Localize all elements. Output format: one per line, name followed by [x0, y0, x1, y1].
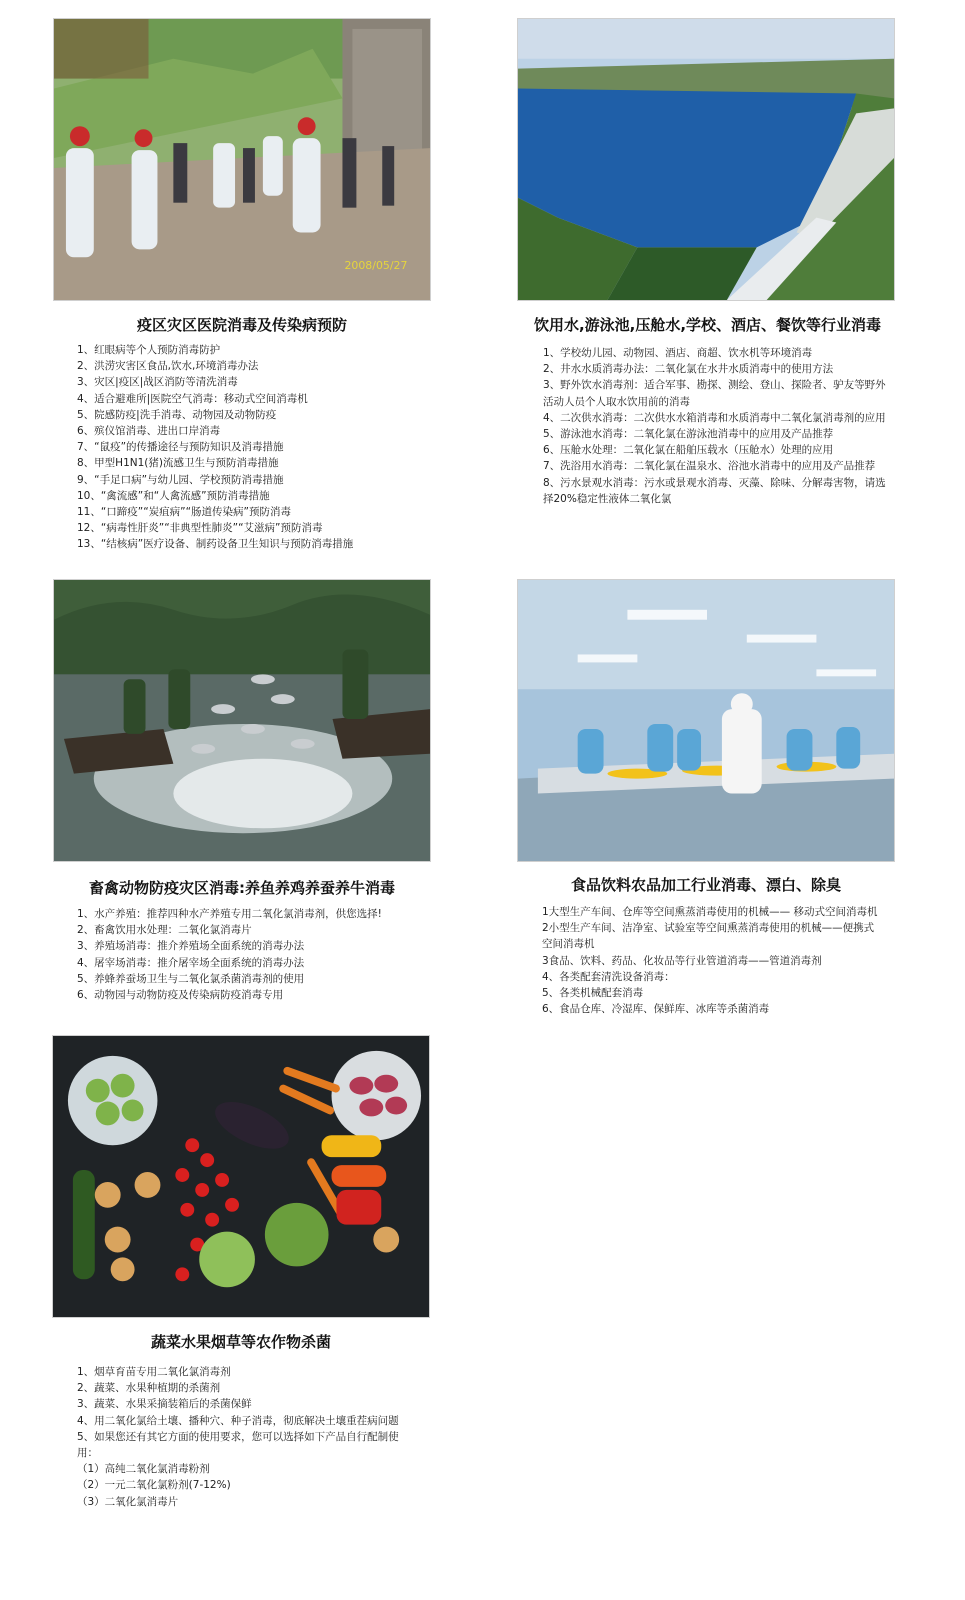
list-item: 3、养殖场消毒：推介养殖场全面系统的消毒办法 [77, 940, 305, 953]
reservoir-dam-photo [517, 18, 895, 301]
list-item: 2、畜禽饮用水处理：二氧化氯消毒片 [77, 924, 252, 937]
list-item: 3、灾区|疫区|战区消防等清洗消毒 [77, 376, 238, 389]
section-title-livestock: 畜禽动物防疫灾区消毒:养鱼养鸡养蚕养牛消毒 [88, 879, 395, 897]
hospital-list [77, 342, 457, 553]
list-item: 1大型生产车间、仓库等空间熏蒸消毒使用的机械—— 移动式空间消毒机 [542, 906, 878, 918]
list-item: 7、“鼠疫”的传播途径与预防知识及消毒措施 [77, 441, 284, 454]
list-item: 6、食品仓库、冷湿库、保鲜库、冰库等杀菌消毒 [542, 1003, 770, 1016]
list-item: 11、“口蹄疫”“炭疽病”“肠道传染病”预防消毒 [77, 506, 291, 519]
list-item: 3、野外饮水消毒剂：适合军事、勘探、测绘、登山、探险者、驴友等野外活动人员个人取水饮用前的消毒 [543, 379, 886, 408]
section-title-food: 食品饮料农品加工行业消毒、漂白、除臭 [570, 876, 841, 894]
water-list [543, 345, 893, 507]
list-item: 2、井水水质消毒办法：二氧化氯在水井水质消毒中的使用方法 [543, 363, 834, 376]
list-item: 4、屠宰场消毒：推介屠宰场全面系统的消毒办法 [77, 956, 305, 969]
epidemic-disinfection-photo [53, 18, 431, 301]
list-item: 1、红眼病等个人预防消毒防护 [77, 344, 221, 356]
list-item: 12、“病毒性肝炎”“非典型性肺炎”“艾滋病”预防消毒 [77, 522, 323, 535]
list-item: 8、甲型H1N1(猪)流感卫生与预防消毒措施 [77, 457, 279, 470]
list-item: 4、适合避难所|医院空气消毒：移动式空间消毒机 [77, 392, 308, 405]
list-item: 5、如果您还有其它方面的使用要求，您可以选择如下产品自行配制使用： [77, 1430, 399, 1460]
list-item: 1、烟草育苗专用二氧化氯消毒剂 [77, 1366, 231, 1378]
list-item: 10、“禽流感”和“人禽流感”预防消毒措施 [77, 489, 270, 502]
food-list [542, 904, 882, 1017]
list-item: 5、院感防疫|洗手消毒、动物园及动物防疫 [77, 408, 277, 421]
list-item: 5、游泳池水消毒：二氧化氯在游泳池消毒中的应用及产品推荐 [543, 428, 834, 441]
livestock-list [77, 906, 457, 1003]
list-item: 8、污水景观水消毒：污水或景观水消毒、灭藻、除味、分解毒害物，请选择20%稳定性液体二氧化氯 [543, 476, 886, 505]
list-item: （1）高纯二氧化氯消毒粉剂 [77, 1463, 210, 1476]
list-item: 6、压舱水处理：二氧化氯在船舶压载水（压舱水）处理的应用 [543, 444, 834, 457]
list-item: 4、二次供水消毒：二次供水水箱消毒和水质消毒中二氧化氯消毒剂的应用 [543, 411, 886, 424]
list-item: 1、水产养殖：推荐四种水产养殖专用二氧化氯消毒剂，供您选择! [77, 908, 382, 920]
list-item: 6、殡仪馆消毒、进出口岸消毒 [77, 425, 221, 438]
fish-pond-photo [53, 579, 431, 862]
vegetables-photo [52, 1035, 430, 1318]
photo-date-stamp: 2008/05/27 [344, 259, 408, 273]
section-title-vegetables: 蔬菜水果烟草等农作物杀菌 [150, 1333, 331, 1351]
list-item: 2、洪涝灾害区食品,饮水,环境消毒办法 [77, 360, 259, 373]
list-item: 5、各类机械配套消毒 [542, 987, 644, 1000]
list-item: 5、养蜂养蚕场卫生与二氧化氯杀菌消毒剂的使用 [77, 972, 305, 985]
list-item: 3、蔬菜、水果采摘装箱后的杀菌保鲜 [77, 1398, 252, 1411]
food-factory-photo [517, 579, 895, 862]
list-item: （3）二氧化氯消毒片 [77, 1495, 179, 1508]
list-item: 7、洗浴用水消毒：二氧化氯在温泉水、浴池水消毒中的应用及产品推荐 [543, 460, 876, 473]
list-item: 6、动物园与动物防疫及传染病防疫消毒专用 [77, 989, 284, 1002]
section-title-water: 饮用水,游泳池,压舱水,学校、酒店、餐饮等行业消毒 [533, 316, 882, 334]
list-item: （2）一元二氧化氯粉剂(7-12%) [77, 1479, 231, 1492]
list-item: 13、“结核病”医疗设备、制药设备卫生知识与预防消毒措施 [77, 538, 354, 551]
list-item: 1、学校幼儿园、动物园、酒店、商超、饮水机等环境消毒 [543, 347, 813, 359]
list-item: 3食品、饮料、药品、化妆品等行业管道消毒——管道消毒剂 [542, 954, 822, 967]
vegetables-list [77, 1364, 407, 1510]
list-item: 9、“手足口病”与幼儿园、学校预防消毒措施 [77, 473, 284, 486]
list-item: 2小型生产车间、洁净室、试验室等空间熏蒸消毒使用的机械——便携式空间消毒机 [542, 922, 875, 951]
list-item: 4、用二氧化氯给土壤、播种穴、种子消毒，彻底解决土壤重茬病问题 [77, 1414, 399, 1427]
list-item: 4、各类配套清洗设备消毒： [542, 970, 675, 983]
section-title-hospital: 疫区灾区医院消毒及传染病预防 [136, 316, 347, 334]
list-item: 2、蔬菜、水果种植期的杀菌剂 [77, 1382, 221, 1395]
